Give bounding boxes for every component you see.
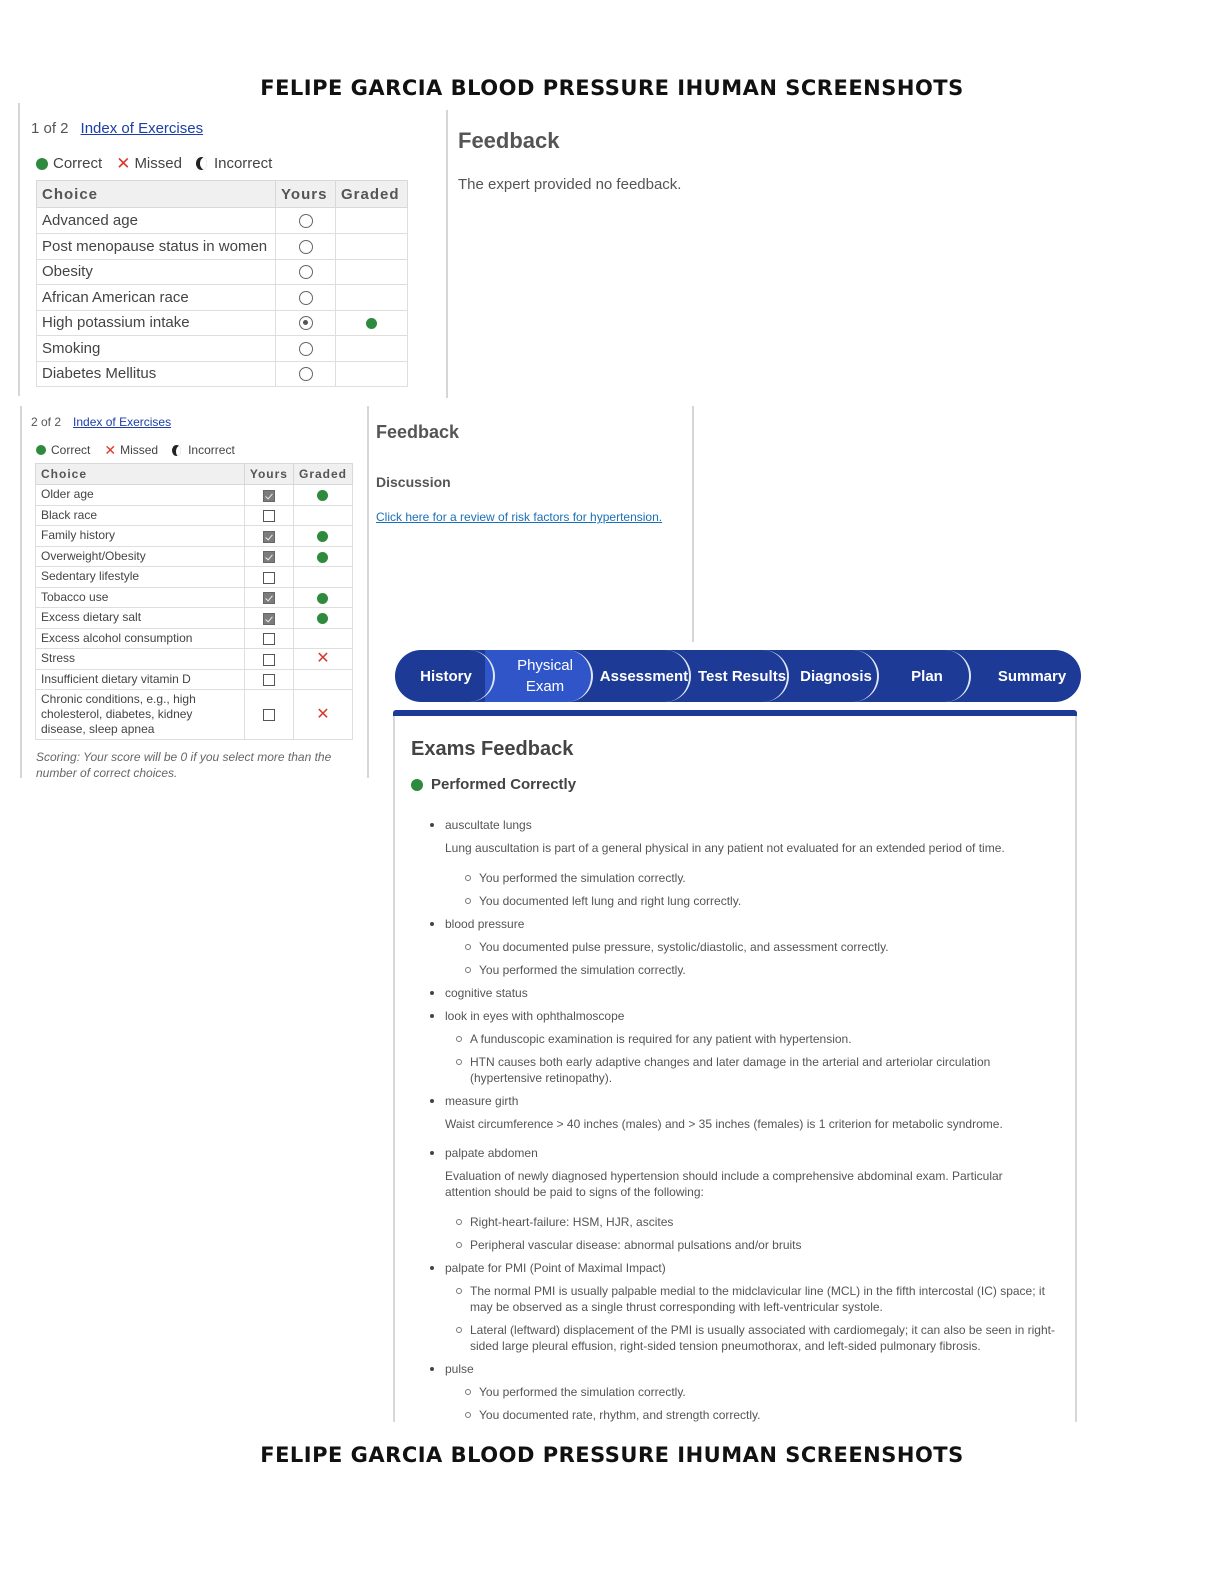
table-row [36, 608, 353, 629]
choice-radio[interactable] [299, 342, 313, 356]
exam-item-detail: Peripheral vascular disease: abnormal pulsations and/or bruits [470, 1237, 1060, 1253]
choice-label: Tobacco use [36, 587, 245, 608]
exam-item-detail: You documented left lung and right lung correctly. [479, 893, 1069, 909]
tab-label: Test Results [697, 667, 787, 685]
incorrect-moon-icon [172, 445, 181, 456]
graded-cell [336, 285, 408, 311]
exam-item-note: Waist circumference > 40 inches (males) and > 35 inches (females) is 1 criterion for metabolic syndrome. [445, 1117, 1003, 1131]
missed-x-icon: ✕ [104, 442, 117, 458]
graded-cell [336, 361, 408, 387]
choices-table-ex2 [35, 463, 353, 740]
exam-item-detail: You documented rate, rhythm, and strength correctly. [479, 1407, 1069, 1423]
choice-label: Insufficient dietary vitamin D [36, 669, 245, 690]
col-choice: Choice [36, 464, 245, 485]
choice-label: Obesity [37, 259, 276, 285]
graded-cell [336, 208, 408, 234]
choice-label: High potassium intake [37, 310, 276, 336]
pager-ex2 [31, 415, 171, 429]
exams-feedback-title: Exams Feedback [411, 738, 574, 760]
exam-item-name: look in eyes with ophthalmoscope [445, 1009, 625, 1023]
legend-missed: Missed [120, 443, 159, 457]
scoring-note: Scoring: Your score will be 0 if you select more than the number of correct choices. [36, 750, 332, 780]
tab-physical-exam[interactable] [485, 650, 593, 702]
discussion-title: Discussion [376, 474, 451, 490]
exam-item-name: palpate for PMI (Point of Maximal Impact) [445, 1261, 666, 1275]
pager-count: 2 of 2 [31, 415, 62, 429]
page-heading-bottom: FELIPE GARCIA BLOOD PRESSURE IHUMAN SCREENSHOTS [260, 1443, 964, 1467]
exam-item-detail: You performed the simulation correctly. [479, 962, 1069, 978]
choice-checkbox[interactable] [263, 551, 275, 563]
tab-label: History [420, 667, 472, 685]
choice-label: Diabetes Mellitus [37, 361, 276, 387]
exam-item-detail: Lateral (leftward) displacement of the PMI is usually associated with cardiomegaly; it can also be seen in right-sided large pleural effusion, right-sided tension pneumothorax, and left-sided pulmonary fibrosis. [470, 1322, 1060, 1354]
exam-item-name: blood pressure [445, 917, 525, 931]
table-row [36, 587, 353, 608]
table-row [37, 336, 408, 362]
table-row [37, 310, 408, 336]
yours-cell [244, 546, 293, 567]
legend-missed: Missed [134, 155, 182, 172]
divider-ex1-mid [446, 110, 448, 398]
legend-correct: Correct [51, 443, 91, 457]
choice-radio[interactable] [299, 265, 313, 279]
exam-item-note: Lung auscultation is part of a general physical in any patient not evaluated for an extended period of time. [445, 841, 1005, 855]
exam-item-detail: Right-heart-failure: HSM, HJR, ascites [470, 1214, 1060, 1230]
legend-incorrect: Incorrect [188, 443, 235, 457]
table-row [36, 690, 353, 740]
choice-label: Older age [36, 485, 245, 506]
divider-ex1-left [18, 103, 20, 396]
correct-dot-icon [317, 552, 328, 563]
table-row [36, 546, 353, 567]
graded-cell [293, 690, 352, 740]
graded-cell [293, 649, 352, 670]
exam-item-name: cognitive status [445, 986, 528, 1000]
yours-cell [244, 505, 293, 526]
divider-ex2-left [20, 406, 22, 778]
table-row [36, 628, 353, 649]
choice-label: Chronic conditions, e.g., high cholesterol, diabetes, kidney disease, sleep apnea [36, 690, 245, 740]
yours-cell [276, 259, 336, 285]
yours-cell [244, 669, 293, 690]
yours-cell [276, 361, 336, 387]
tab-label: Physical Exam [517, 657, 573, 695]
table-row [37, 234, 408, 260]
yours-cell [276, 336, 336, 362]
exam-item-name: palpate abdomen [445, 1146, 538, 1160]
correct-dot-icon [317, 531, 328, 542]
choice-label: Excess alcohol consumption [36, 628, 245, 649]
legend-ex2 [36, 443, 249, 457]
index-of-exercises-link[interactable]: Index of Exercises [80, 120, 204, 137]
tab-label: Plan [911, 667, 943, 685]
col-graded: Graded [336, 181, 408, 208]
graded-cell [293, 485, 352, 506]
yours-cell [244, 608, 293, 629]
divider-ex2-mid [367, 406, 369, 778]
choice-checkbox[interactable] [263, 709, 275, 721]
graded-cell [336, 259, 408, 285]
yours-cell [244, 587, 293, 608]
yours-cell [276, 310, 336, 336]
choice-radio[interactable] [299, 367, 313, 381]
pager-count: 1 of 2 [31, 120, 69, 137]
choice-checkbox[interactable] [263, 490, 275, 502]
choice-label: Overweight/Obesity [36, 546, 245, 567]
exam-item-name: auscultate lungs [445, 818, 532, 832]
feedback-title-ex2: Feedback [376, 422, 460, 442]
graded-cell [336, 336, 408, 362]
col-choice: Choice [37, 181, 276, 208]
graded-cell [336, 310, 408, 336]
graded-cell [293, 587, 352, 608]
index-of-exercises-link[interactable]: Index of Exercises [73, 415, 172, 429]
choice-radio[interactable] [299, 214, 313, 228]
performed-correctly-heading [411, 776, 576, 793]
tab-history[interactable] [395, 650, 495, 702]
exam-item-note: Evaluation of newly diagnosed hypertension should include a comprehensive abdominal exam. Particular attention should be paid to signs of the following: [445, 1169, 1003, 1199]
graded-cell [293, 669, 352, 690]
exam-item-detail: You documented pulse pressure, systolic/diastolic, and assessment correctly. [479, 939, 1069, 955]
col-graded: Graded [293, 464, 352, 485]
correct-dot-icon [317, 490, 328, 501]
performed-correctly-label: Performed Correctly [431, 776, 577, 793]
exam-item-detail: You performed the simulation correctly. [479, 870, 1069, 886]
correct-dot-icon [411, 779, 423, 791]
case-tab-bar [395, 650, 1081, 702]
yours-cell [276, 208, 336, 234]
choice-checkbox[interactable] [263, 633, 275, 645]
table-row [36, 526, 353, 547]
choice-label: Stress [36, 649, 245, 670]
graded-cell [293, 526, 352, 547]
missed-x-icon: ✕ [316, 649, 330, 667]
table-row [36, 567, 353, 588]
risk-factors-review-link[interactable]: Click here for a review of risk factors for hypertension. [376, 510, 663, 524]
table-row [36, 485, 353, 506]
yours-cell [244, 485, 293, 506]
choice-label: African American race [37, 285, 276, 311]
tab-label: Diagnosis [800, 667, 872, 685]
col-yours: Yours [244, 464, 293, 485]
exam-item-detail: The normal PMI is usually palpable medial to the midclavicular line (MCL) in the fifth intercostal (IC) space; it may be observed as a single thrust corresponding with left-ventricular systole. [470, 1283, 1060, 1315]
feedback-title-ex1: Feedback [458, 128, 560, 153]
exam-item-name: pulse [445, 1362, 474, 1376]
correct-dot-icon [317, 593, 328, 604]
yours-cell [244, 628, 293, 649]
incorrect-moon-icon [196, 157, 207, 170]
yours-cell [244, 649, 293, 670]
yours-cell [244, 690, 293, 740]
choice-label: Advanced age [37, 208, 276, 234]
page-heading-top: FELIPE GARCIA BLOOD PRESSURE IHUMAN SCREENSHOTS [260, 76, 964, 100]
choice-label: Post menopause status in women [37, 234, 276, 260]
legend-incorrect: Incorrect [213, 155, 273, 172]
table-row [37, 285, 408, 311]
choice-checkbox[interactable] [263, 613, 275, 625]
choice-checkbox[interactable] [263, 510, 275, 522]
table-row [37, 259, 408, 285]
correct-dot-icon [36, 445, 46, 455]
exam-item-detail: A funduscopic examination is required for any patient with hypertension. [470, 1031, 1060, 1047]
graded-cell [293, 608, 352, 629]
choice-checkbox[interactable] [263, 654, 275, 666]
exam-item-name: measure girth [445, 1094, 519, 1108]
tab-diagnosis[interactable] [781, 650, 879, 702]
choice-radio[interactable] [299, 240, 313, 254]
yours-cell [244, 567, 293, 588]
choice-checkbox[interactable] [263, 674, 275, 686]
table-row [36, 505, 353, 526]
divider-ex2-right [692, 406, 694, 642]
table-row [36, 669, 353, 690]
legend-ex1 [36, 155, 286, 172]
choices-table-ex1 [36, 180, 408, 387]
graded-cell [336, 234, 408, 260]
tab-label: Assessment [599, 667, 689, 685]
missed-x-icon: ✕ [116, 154, 131, 173]
choice-checkbox[interactable] [263, 531, 275, 543]
choice-checkbox[interactable] [263, 592, 275, 604]
choice-checkbox[interactable] [263, 572, 275, 584]
yours-cell [276, 234, 336, 260]
tab-label: Summary [997, 667, 1067, 685]
tab-summary[interactable] [965, 650, 1081, 702]
graded-cell [293, 567, 352, 588]
choice-radio[interactable] [299, 316, 313, 330]
graded-cell [293, 505, 352, 526]
graded-cell [293, 546, 352, 567]
correct-dot-icon [36, 158, 48, 170]
choice-label: Smoking [37, 336, 276, 362]
exam-item-detail: HTN causes both early adaptive changes and later damage in the arterial and arteriolar circulation (hypertensive retinopathy). [470, 1054, 1060, 1086]
choice-label: Sedentary lifestyle [36, 567, 245, 588]
graded-cell [293, 628, 352, 649]
tab-plan[interactable] [871, 650, 971, 702]
legend-correct: Correct [53, 155, 103, 172]
table-row [37, 361, 408, 387]
tab-test-results[interactable] [683, 650, 789, 702]
table-row [37, 208, 408, 234]
tab-assessment[interactable] [585, 650, 691, 702]
col-yours: Yours [276, 181, 336, 208]
yours-cell [244, 526, 293, 547]
choice-label: Black race [36, 505, 245, 526]
pager-ex1 [31, 120, 203, 137]
missed-x-icon: ✕ [316, 705, 330, 723]
table-row [36, 649, 353, 670]
choice-label: Excess dietary salt [36, 608, 245, 629]
exam-item-detail: You performed the simulation correctly. [479, 1384, 1069, 1400]
yours-cell [276, 285, 336, 311]
feedback-text-ex1: The expert provided no feedback. [458, 176, 682, 193]
choice-radio[interactable] [299, 291, 313, 305]
choice-label: Family history [36, 526, 245, 547]
correct-dot-icon [366, 318, 377, 329]
correct-dot-icon [317, 613, 328, 624]
